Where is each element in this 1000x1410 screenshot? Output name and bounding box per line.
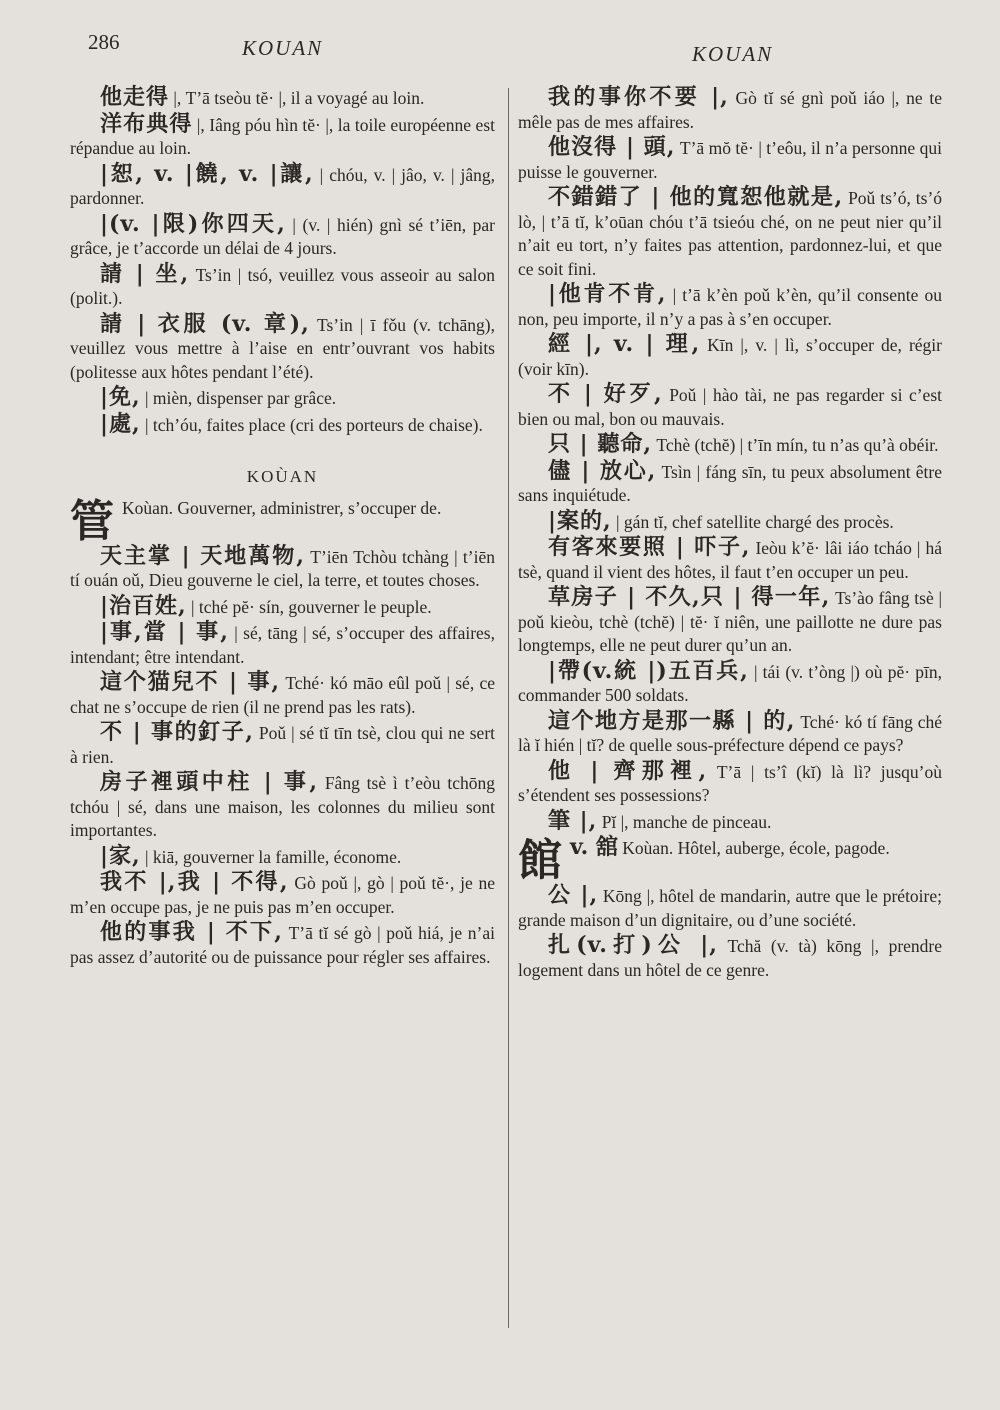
entry-text: Tché· kó māo eûl poǔ | sé, ce chat ne s’occupe de rien (il ne prend pas les rats). (70, 673, 495, 717)
headword-entry-left (70, 495, 495, 547)
dictionary-entry (70, 410, 495, 438)
entry-text: Kīn |, v. | lì, s’occuper de, régir (voir kīn). (518, 335, 942, 379)
dictionary-entry (518, 186, 942, 281)
entry-text: | tché pĕ· sín, gouverner le peuple. (191, 596, 432, 617)
left-column (70, 86, 495, 971)
entry-chinese: |(v. |限)你四天, (100, 210, 286, 237)
entry-text: Poǔ | hào tài, ne pas regarder si c’est bien ou mal, bon ou mauvais. (518, 385, 942, 429)
entry-text: Kōng |, hôtel de mandarin, autre que le prétoire; grande maison d’un dignitaire, ou d’une société. (518, 886, 942, 930)
entry-chinese: 我的事你不要 |, (548, 84, 729, 110)
headword-variant: v. 舘 (570, 834, 618, 860)
column-divider (508, 88, 509, 1328)
entry-text: Fâng tsè ì t’eòu tchōng tchóu | sé, dans une maison, les colonnes du milieu sont importantes. (70, 773, 496, 840)
headword-character: 館 (518, 835, 562, 886)
entry-chinese: |事,當 | 事, (100, 619, 229, 645)
dictionary-entry (70, 621, 495, 669)
dictionary-entry (518, 383, 942, 431)
entry-chinese: 他沒得 | 頭, (548, 134, 676, 160)
left-entries-bottom (70, 542, 496, 970)
entry-text: | (v. | hién) gnì sé t’iēn, par grâce, je t’accorde un délai de 4 jours. (70, 214, 496, 258)
entry-chinese: 公 |, (548, 882, 599, 908)
dictionary-entry (518, 136, 942, 184)
dictionary-entry (70, 921, 495, 969)
dictionary-entry (518, 586, 942, 658)
dictionary-entry (518, 86, 942, 134)
dictionary-entry (518, 757, 943, 808)
running-head-left: KOUAN (242, 36, 324, 60)
entry-chinese: 有客來要照 | 吓子, (548, 534, 751, 560)
dictionary-entry (518, 507, 942, 535)
entry-text: Ts’ào fâng tsè | poǔ kieòu, tchè (tchĕ) | tĕ· ĭ niên, une paillotte ne dure pas longtemps, elle ne peut durer qu’un an. (518, 588, 942, 655)
dictionary-entry (70, 260, 496, 311)
entry-chinese: 只 | 聽命, (548, 431, 652, 457)
entry-chinese: |免, (100, 384, 141, 410)
dictionary-entry (70, 386, 495, 411)
left-entries-top (70, 86, 495, 437)
entry-chinese: |案的, (548, 507, 612, 534)
entry-text: T’ā tĭ sé gò | poǔ hiá, je n’ai pas assez d’autorité ou de puissance pour régler ses affaires. (70, 923, 496, 967)
entry-text: | sé, tāng | sé, s’occuper des affaires, intendant; être intendant. (70, 623, 495, 667)
entry-chinese: 不 | 事的釘子, (100, 719, 254, 745)
entry-chinese: 草房子 | 不久,只 | 得一年, (548, 584, 831, 610)
dictionary-entry (70, 542, 496, 593)
entry-chinese: 不 | 好歹, (548, 381, 663, 407)
entry-text: Ts’in | ī fǒu (v. tchāng), veuillez vous mettre à l’aise en entr’ouvrant vos habits (politesse aux hôtes pendant l’été). (70, 314, 495, 382)
entry-text: T’ā mŏ tĕ· | t’eôu, il n’a personne qui puisse le gouverner. (518, 138, 943, 182)
dictionary-entry (70, 210, 496, 261)
entry-text: T’iēn Tchòu tchàng | t’iēn tí ouán oǔ, Dieu gouverne le ciel, la terre, et toutes choses. (70, 546, 496, 590)
entry-text: Ieòu k’ĕ· lâi iáo tcháo | há tsè, quand il vient des hôtes, il faut t’en occuper un peu. (518, 538, 943, 582)
entry-chinese: 這个猫兒不 | 事, (100, 669, 281, 695)
dictionary-entry (70, 310, 495, 385)
entry-chinese: 不錯錯了 | 他的寬恕他就是, (548, 184, 844, 210)
headword-entry-right (518, 834, 942, 886)
dictionary-entry (70, 160, 495, 211)
entry-chinese: 這个地方是那一縣 | 的, (548, 707, 796, 734)
entry-chinese: 扎(v.打)公 |, (548, 932, 718, 958)
entry-text: |, Iâng póu hìn tĕ· |, la toile européenne est répandue au loin. (70, 114, 495, 158)
right-column (518, 86, 942, 984)
entry-chinese: 請 | 衣服 (v. 章), (100, 310, 310, 337)
dictionary-entry (518, 333, 942, 381)
entry-chinese: 我不 |,我 | 不得, (100, 869, 289, 895)
right-entries-top (518, 86, 942, 834)
headword-definition: Koùan. Gouverner, administrer, s’occuper de. (122, 497, 442, 518)
entry-text: Tsìn | fáng sīn, tu peux absolument être sans inquiétude. (518, 461, 943, 505)
entry-chinese: 洋布典得 (100, 110, 193, 137)
entry-chinese: |處, (100, 410, 141, 437)
entry-text: Poǔ | sé tĭ tīn tsè, clou qui ne sert à rien. (70, 723, 496, 767)
entry-chinese: 經 |, v. | 理, (548, 331, 701, 357)
entry-text: | tái (v. t’òng |) où pĕ· pīn, commander 500 soldats. (518, 661, 943, 705)
entry-chinese: |帶(v.統 |)五百兵, (548, 657, 749, 684)
entry-text: Tchè (tchĕ) | t’īn mín, tu n’as qu’à obéir. (656, 435, 939, 455)
entry-text: Poǔ ts’ó, ts’ó lò, | t’ā tĭ, k’oūan chóu t’ā tsieóu ché, on ne peut nier qu’il n’ait eu tort, n’y faites pas attention, pardonnez-lui, et que ce soit fini. (518, 188, 943, 279)
dictionary-entry (518, 884, 942, 932)
entry-text: |, T’ā tseòu tĕ· |, il a voyagé au loin. (173, 88, 425, 108)
dictionary-entry (70, 721, 495, 769)
dictionary-entry (70, 671, 495, 719)
dictionary-entry (70, 592, 495, 620)
entry-chinese: 請 | 坐, (100, 260, 190, 287)
dictionary-entry (518, 283, 942, 331)
entry-text: Tché· kó tí fāng ché là ĭ hién | tĭ? de quelle sous-préfecture dépend ce pays? (518, 711, 943, 755)
dictionary-entry (518, 536, 942, 584)
entry-chinese: |家, (100, 842, 141, 869)
entry-text: | t’ā k’èn poǔ k’èn, qu’il consente ou non, peu importe, il n’y a pas à s’en occuper. (518, 285, 942, 329)
entry-chinese: 他的事我 | 不下, (100, 919, 283, 945)
headword-character: 管 (70, 495, 114, 547)
dictionary-entry (518, 807, 942, 835)
entry-text: | mièn, dispenser par grâce. (145, 388, 337, 408)
entry-chinese: |他肯不肯, (548, 281, 667, 307)
entry-chinese: 筆 |, (548, 807, 598, 834)
dictionary-entry (70, 871, 495, 919)
entry-text: | kiā, gouverner la famille, économe. (145, 846, 402, 867)
entry-text: Gò poǔ |, gò | poǔ tĕ·, je ne m’en occupe pas, je ne puis pas m’en occuper. (70, 873, 496, 917)
running-head-right: KOUAN (692, 42, 774, 66)
entry-text: Ts’in | tsó, veuillez vous asseoir au salon (polit.). (70, 264, 496, 308)
entry-chinese: 儘 | 放心, (548, 457, 657, 484)
page-number: 286 (88, 30, 120, 54)
entry-chinese: |恕, v. |饒, v. |讓, (100, 160, 314, 187)
dictionary-entry (70, 771, 495, 843)
right-entries-bottom (518, 884, 942, 982)
dictionary-entry (518, 457, 943, 508)
entry-text: Gò tĭ sé gnì poǔ iáo |, ne te mêle pas de mes affaires. (518, 88, 942, 132)
entry-chinese: 他 | 齊那裡, (548, 757, 708, 784)
entry-text: | chóu, v. | jâo, v. | jâng, pardonner. (70, 164, 495, 208)
dictionary-entry (518, 934, 942, 982)
dictionary-entry (70, 86, 495, 111)
dictionary-entry (518, 433, 942, 458)
entry-chinese: 天主掌 | 天地萬物, (100, 542, 305, 569)
dictionary-entry (518, 707, 943, 758)
dictionary-entry (518, 657, 943, 708)
entry-text: | tch’óu, faites place (cri des porteurs de chaise). (145, 414, 483, 435)
section-heading: KOÙAN (246, 467, 319, 486)
dictionary-entry (70, 110, 495, 161)
headword-definition: Koùan. Hôtel, auberge, école, pagode. (622, 838, 890, 858)
entry-text: Pĭ |, manche de pinceau. (601, 811, 772, 832)
dictionary-entry (70, 842, 495, 870)
entry-chinese: 房子裡頭中柱 | 事, (100, 769, 318, 795)
entry-text: Tchă (v. tà) kōng |, prendre logement dans un hôtel de ce genre. (518, 936, 943, 980)
entry-chinese: 他走得 (100, 84, 170, 110)
entry-chinese: |治百姓, (100, 592, 187, 619)
entry-text: | gán tĭ, chef satellite chargé des procès. (616, 511, 894, 532)
entry-text: T’ā | ts’î (kĭ) là lì? jusqu’où s’étendent ses possessions? (518, 761, 943, 805)
